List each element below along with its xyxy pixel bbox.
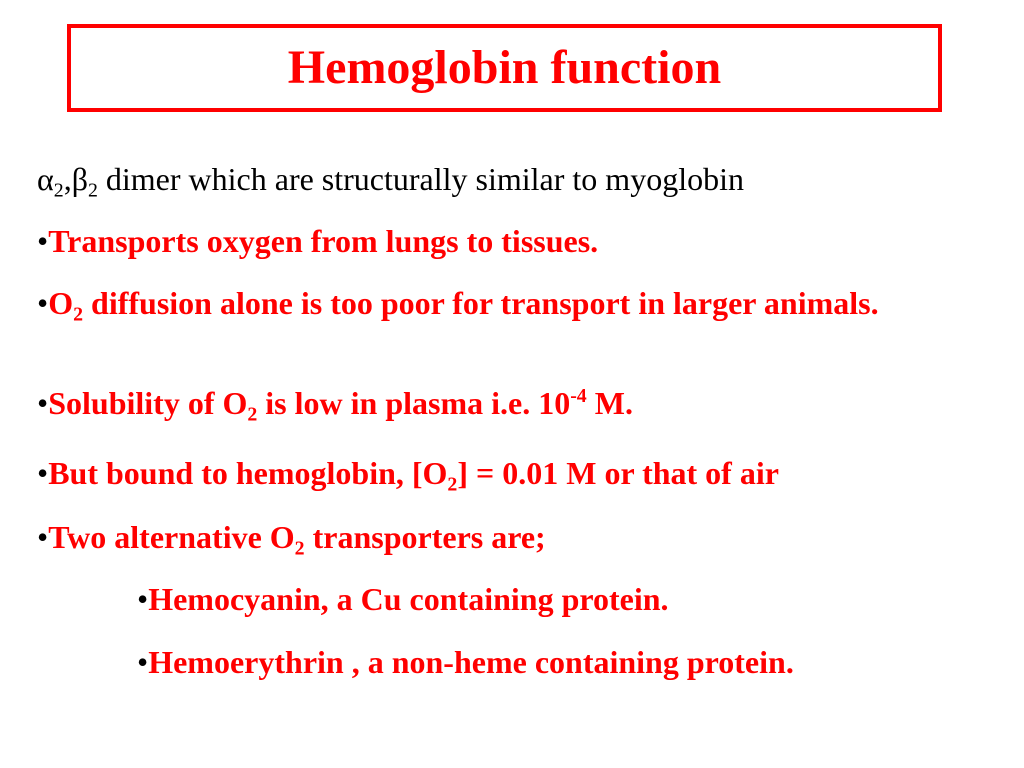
bullet-item-bound <box>37 455 779 496</box>
bullet-text-mid: is low in plasma i.e. 10 <box>257 385 571 421</box>
beta-symbol: β <box>71 161 88 197</box>
alpha-subscript: 2 <box>53 179 64 202</box>
sub-bullet-hemocyanin <box>137 582 669 616</box>
bullet-marker: • <box>137 581 149 617</box>
exponent-superscript: -4 <box>570 385 587 408</box>
bullet-text-pre: O <box>48 285 74 321</box>
intro-comma: , <box>63 161 72 197</box>
bullet-text-post: transporters are; <box>304 519 546 555</box>
bullet-text-pre: But bound to hemoglobin, [O <box>48 455 448 491</box>
bullet-item-transport <box>37 224 598 258</box>
alpha-symbol: α <box>37 161 54 197</box>
bullet-text-post: ] = 0.01 M or that of air <box>457 455 779 491</box>
bullet-text-post: diffusion alone is too poor for transport in larger animals. <box>83 285 879 321</box>
bullet-marker: • <box>37 455 49 491</box>
o2-subscript: 2 <box>73 303 84 326</box>
o2-subscript: 2 <box>294 537 305 560</box>
bullet-text: Hemocyanin, a Cu containing protein. <box>148 581 669 617</box>
bullet-text: Transports oxygen from lungs to tissues. <box>48 223 599 259</box>
bullet-marker: • <box>37 223 49 259</box>
bullet-item-alternatives <box>37 519 546 560</box>
bullet-marker: • <box>37 519 49 555</box>
bullet-item-solubility <box>37 385 633 426</box>
intro-line <box>37 161 744 202</box>
o2-subscript: 2 <box>247 403 258 426</box>
slide-title: Hemoglobin function <box>287 41 722 94</box>
title-box <box>67 24 942 112</box>
bullet-text-post: M. <box>586 385 633 421</box>
bullet-marker: • <box>37 385 49 421</box>
bullet-text-pre: Two alternative O <box>48 519 295 555</box>
bullet-item-diffusion <box>37 285 967 326</box>
bullet-text: Hemoerythrin , a non-heme containing protein. <box>148 644 794 680</box>
sub-bullet-hemoerythrin <box>137 645 794 679</box>
beta-subscript: 2 <box>87 179 98 202</box>
o2-subscript: 2 <box>447 473 458 496</box>
bullet-marker: • <box>137 644 149 680</box>
intro-text: dimer which are structurally similar to myoglobin <box>97 161 744 197</box>
bullet-marker: • <box>37 285 49 321</box>
bullet-text-pre: Solubility of O <box>48 385 248 421</box>
